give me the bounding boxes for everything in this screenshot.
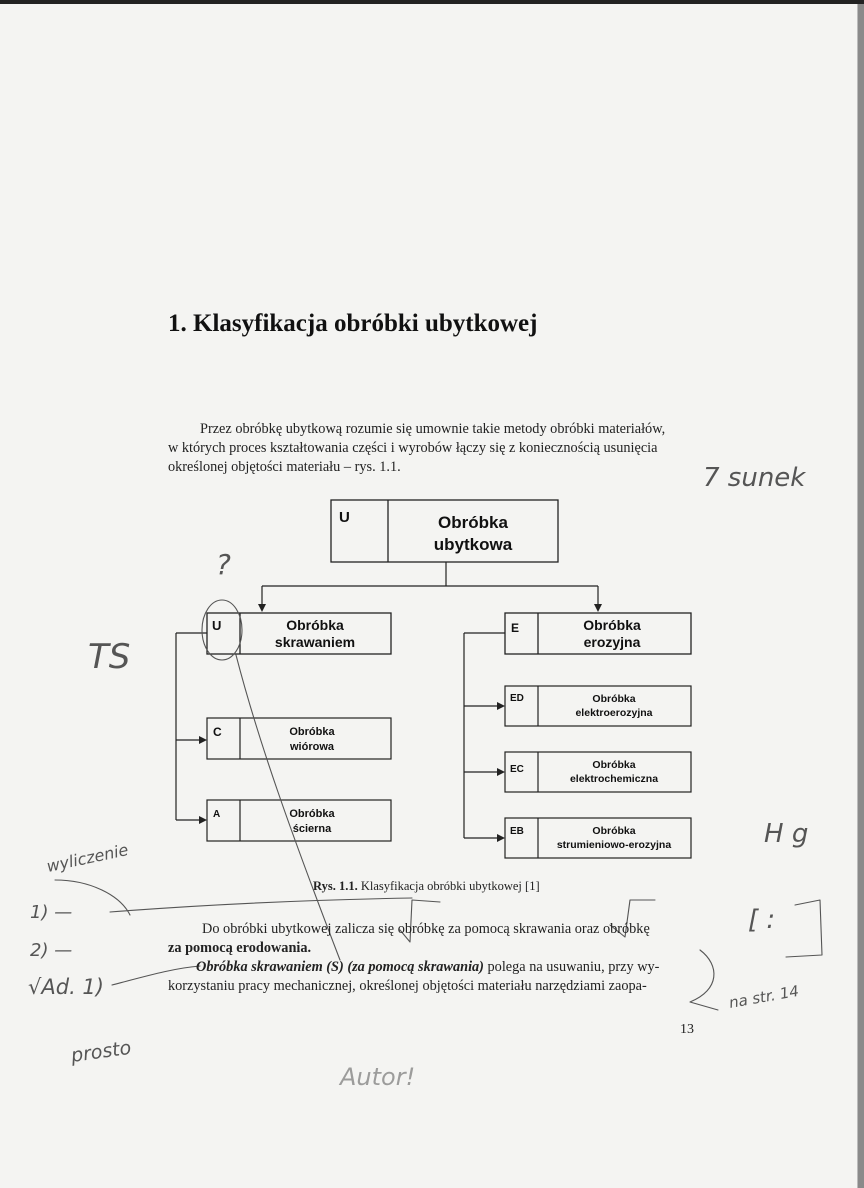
left-child-label-line1: Obróbka bbox=[289, 726, 335, 738]
hw-pointer-1 bbox=[110, 898, 412, 912]
right-main-box bbox=[505, 613, 691, 654]
arrow-head bbox=[594, 604, 602, 612]
right-connectors bbox=[464, 633, 505, 838]
arrow-head bbox=[199, 816, 207, 824]
hw-ad1: √Ad. 1) bbox=[28, 975, 104, 999]
left-child-label-line1: Obróbka bbox=[289, 808, 335, 820]
arrow-head bbox=[497, 702, 505, 710]
intro-line: określonej objętości materiału – rys. 1.1. bbox=[168, 459, 401, 475]
right-child-box bbox=[505, 752, 691, 792]
intro-line: Przez obróbkę ubytkową rozumie się umownie takie metody obróbki materiałów, bbox=[200, 421, 666, 437]
caption-label: Rys. 1.1. bbox=[313, 879, 358, 893]
body-line bbox=[168, 958, 713, 977]
right-child-code: EC bbox=[510, 764, 524, 775]
right-child-label-line1: Obróbka bbox=[592, 693, 636, 705]
left-connectors bbox=[176, 633, 207, 820]
intro-line: w których proces kształtowania części i wyrobów łączy się z koniecznością usunięcia bbox=[168, 440, 658, 456]
body-paragraph bbox=[168, 920, 713, 996]
left-child-label-line2: wiórowa bbox=[289, 741, 335, 753]
right-main-label-line1: Obróbka bbox=[583, 617, 641, 633]
hw-ts: TS bbox=[88, 637, 131, 677]
section-title: 1. Klasyfikacja obróbki ubytkowej bbox=[168, 310, 538, 337]
right-child-label-line2: strumieniowo-erozyjna bbox=[556, 839, 672, 851]
root-code: U bbox=[339, 509, 350, 526]
body-line: za pomocą erodowania. bbox=[168, 940, 312, 956]
right-child-code: EB bbox=[510, 826, 524, 837]
left-child-box bbox=[207, 800, 391, 841]
right-child-label-line2: elektrochemiczna bbox=[569, 773, 659, 785]
right-main-label-line2: erozyjna bbox=[583, 634, 641, 650]
root-label-line1: Obróbka bbox=[438, 513, 508, 532]
left-child-box bbox=[207, 718, 391, 759]
right-child-code: ED bbox=[510, 693, 524, 704]
right-child-box bbox=[505, 686, 691, 726]
right-child-label-line1: Obróbka bbox=[592, 759, 636, 771]
root-box bbox=[331, 500, 558, 562]
left-main-code: U bbox=[212, 618, 222, 633]
caption-text: Klasyfikacja obróbki ubytkowej [1] bbox=[357, 879, 540, 893]
hw-wyliczenie: wyliczenie bbox=[44, 840, 130, 876]
hw-item1: 1) — bbox=[30, 902, 73, 923]
left-main-box bbox=[207, 613, 391, 654]
left-child-code: A bbox=[213, 809, 221, 820]
left-child-label-line2: ścierna bbox=[292, 823, 332, 835]
arrow-head bbox=[258, 604, 266, 612]
left-main-label-line2: skrawaniem bbox=[274, 634, 356, 650]
hw-na-str: na str. 14 bbox=[727, 981, 801, 1012]
left-main-label-line1: Obróbka bbox=[286, 617, 344, 633]
term-emphasis: Obróbka skrawaniem (S) (za pomocą skrawania) bbox=[196, 959, 484, 975]
figure-caption bbox=[313, 879, 540, 894]
root-connectors bbox=[262, 562, 598, 605]
hw-bracket: [ : bbox=[748, 905, 776, 935]
right-child-label-line2: elektroerozyjna bbox=[575, 707, 653, 719]
arrow-head bbox=[497, 768, 505, 776]
hw-bracket-shape bbox=[786, 900, 822, 957]
handwritten-annotations bbox=[28, 463, 822, 1091]
body-line: korzystaniu pracy mechanicznej, określonej objętości materiału narzędziami zaopa- bbox=[168, 978, 647, 994]
hw-rysunek: 7 sunek bbox=[703, 463, 806, 493]
root-label-line2: ubytkowa bbox=[433, 535, 513, 554]
hw-hg: H g bbox=[764, 819, 809, 849]
right-main-code: E bbox=[511, 621, 520, 635]
arrow-head bbox=[199, 736, 207, 744]
left-child-code: C bbox=[213, 725, 222, 739]
right-child-label-line1: Obróbka bbox=[592, 825, 636, 837]
right-child-box bbox=[505, 818, 691, 858]
hw-question: ? bbox=[216, 548, 231, 581]
page-number: 13 bbox=[680, 1022, 694, 1037]
arrow-head bbox=[497, 834, 505, 842]
hw-circle-u bbox=[202, 600, 242, 660]
body-line: Do obróbki ubytkowej zalicza się obróbkę za pomocą skrawania oraz obróbkę bbox=[202, 921, 650, 937]
body-line-rest: polega na usuwaniu, przy wy- bbox=[483, 959, 660, 975]
hw-autor: Autor! bbox=[340, 1063, 416, 1091]
hw-item2: 2) — bbox=[30, 940, 73, 961]
hw-prosto: prosto bbox=[69, 1036, 133, 1067]
